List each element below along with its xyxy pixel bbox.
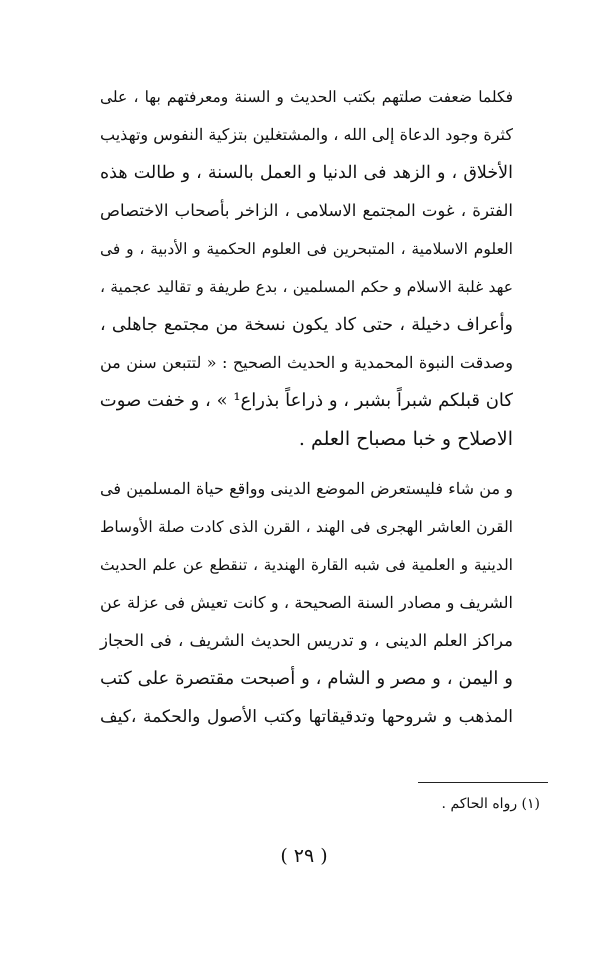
footnote-divider — [418, 782, 548, 783]
text-line: فكلما ضعفت صلتهم بكتب الحديث و السنة ومعرفتهم بها ، على — [100, 88, 513, 106]
text-line: الاصلاح و خبا مصباح العلم . — [298, 428, 513, 450]
text-line: و من شاء فليستعرض الموضع الدينى وواقع حياة المسلمين فى — [100, 479, 513, 498]
text-line: كان قبلكم شبراً بشبر ، و ذراعاً بذراع¹ » ، و خفت صوت — [99, 390, 513, 411]
text-line: و اليمن ، و مصر و الشام ، و أصبحت مقتصرة على كتب — [100, 668, 513, 689]
text-line: العلوم الاسلامية ، المتبحرين فى العلوم الحكمية و الأدبية ، و فى — [100, 240, 513, 258]
text-line: المذهب و شروحها وتدقيقاتها وكتب الأصول والحكمة ،كيف — [100, 707, 513, 727]
text-line: الأخلاق ، و الزهد فى الدنيا و العمل بالسنة ، و طالت هذه — [100, 163, 513, 183]
text-line: الشريف و مصادر السنة الصحيحة ، و كانت تعيش فى عزلة عن — [100, 593, 513, 612]
text-line: كثرة وجود الدعاة إلى الله ، والمشتغلين بتزكية النفوس وتهذيب — [100, 125, 514, 144]
footnote: (١) رواه الحاكم . — [441, 796, 540, 812]
text-line: القرن العاشر الهجرى فى الهند ، القرن الذى كادت صلة الأوساط — [100, 518, 513, 536]
text-line: مراكز العلم الدينى ، و تدريس الحديث الشريف ، فى الحجاز — [100, 631, 513, 650]
text-line: وأعراف دخيلة ، حتى كاد يكون نسخة من مجتمع جاهلى ، — [100, 315, 513, 335]
paragraph-1 — [100, 78, 513, 458]
text-line: عهد غلبة الاسلام و حكم المسلمين ، بدع طريفة و تقاليد عجمية ، — [100, 278, 513, 296]
body-text — [100, 78, 513, 736]
text-line: وصدقت النبوة المحمدية و الحديث الصحيح : « لتتبعن سنن من — [100, 353, 513, 372]
text-line: الفترة ، غوت المجتمع الاسلامى ، الزاخر بأصحاب الاختصاص — [100, 201, 513, 220]
text-line: الدينية و العلمية فى شبه القارة الهندية ، تنقطع عن علم الحديث — [100, 556, 513, 574]
page-number: ( ٢٩ ) — [280, 845, 328, 867]
paragraph-spacer — [100, 458, 513, 470]
paragraph-2 — [100, 470, 513, 736]
